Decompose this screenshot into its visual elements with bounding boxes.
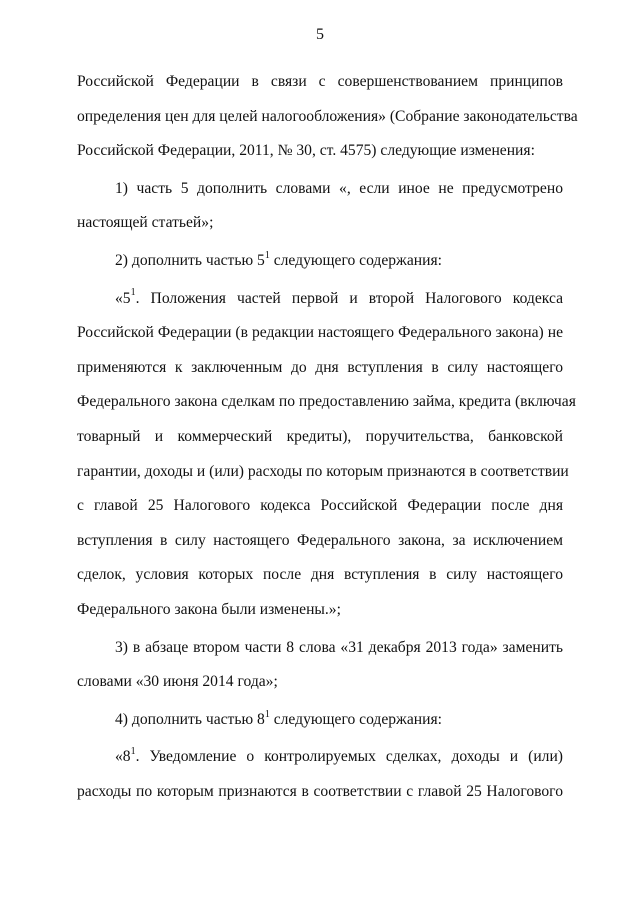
text-line: расходы по которым признаются в соответствии с главой 25 Налогового [77,782,563,800]
text-line [77,740,563,775]
text-line: Российской Федерации, 2011, № 30, ст. 4575) следующие изменения: [77,142,535,160]
text-fragment: . Уведомление о контролируемых сделках, доходы и (или) [135,748,563,766]
text-line: 1) часть 5 дополнить словами «, если иное не предусмотрено [115,179,563,197]
text-line [77,282,563,317]
text-line: 3) в абзаце втором части 8 слова «31 декабря 2013 года» заменить [115,638,563,656]
text-fragment: следующего содержания: [269,710,442,728]
text-fragment: . Положения частей первой и второй Налогового кодекса [135,289,563,307]
superscript: 1 [264,708,270,720]
text-line: Российской Федерации в связи с совершенствованием принципов [77,73,563,90]
text-line: определения цен для целей налогообложения» (Собрание законодательства [77,107,578,125]
text-line: настоящей статьей»; [77,214,214,232]
text-line: с главой 25 Налогового кодекса Российской Федерации после дня [77,497,563,515]
document-body [77,65,578,809]
text-fragment: следующего содержания: [269,251,442,269]
text-line: гарантии, доходы и (или) расходы по которым признаются в соответствии [77,462,569,480]
text-line: товарный и коммерческий кредиты), поручительства, банковской [77,427,563,445]
text-line: Федерального закона сделкам по предоставлению займа, кредита (включая [77,393,576,411]
superscript: 1 [130,746,136,758]
text-line: Федерального закона были изменены.»; [77,600,341,618]
superscript: 1 [264,249,270,261]
text-line: Российской Федерации (в редакции настоящего Федерального закона) не [77,324,563,342]
text-line: применяются к заключенным до дня вступления в силу настоящего [77,358,563,376]
text-line [77,244,563,279]
text-line [77,703,563,738]
text-line: сделок, условия которых после дня вступления в силу настоящего [77,566,563,584]
text-fragment: «5 [115,289,131,307]
superscript: 1 [130,287,136,299]
text-fragment: «8 [115,748,131,766]
text-fragment: 4) дополнить частью 8 [115,710,265,728]
page-number: 5 [316,26,324,43]
text-fragment: 2) дополнить частью 5 [115,251,265,269]
text-line: словами «30 июня 2014 года»; [77,673,278,691]
text-line: вступления в силу настоящего Федерального закона, за исключением [77,531,563,549]
